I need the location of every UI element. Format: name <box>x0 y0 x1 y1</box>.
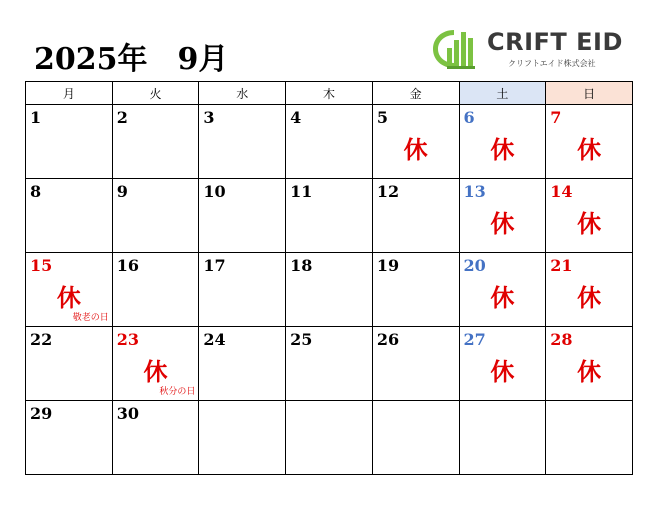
day-number: 2 <box>116 108 128 127</box>
day-cell <box>199 105 286 179</box>
day-number: 5 <box>376 108 388 127</box>
holiday-label: 秋分の日 <box>159 387 196 397</box>
day-cell <box>546 179 633 253</box>
day-cell <box>459 253 546 327</box>
day-cell <box>26 179 113 253</box>
day-number: 9 <box>116 182 128 201</box>
weekday-header: 木 <box>286 82 373 105</box>
logo-company-name: クリフトエイド株式会社 <box>508 59 596 68</box>
holiday-label: 敬老の日 <box>72 313 109 323</box>
week-row <box>26 327 633 401</box>
closed-mark: 休 <box>577 358 602 386</box>
day-number: 16 <box>116 256 139 275</box>
weekday-header-row <box>26 82 633 105</box>
day-cell <box>286 401 373 475</box>
day-cell <box>26 253 113 327</box>
day-number: 17 <box>203 256 226 275</box>
day-number: 7 <box>550 108 562 127</box>
day-number: 21 <box>550 256 573 275</box>
week-row <box>26 253 633 327</box>
building-logo-icon <box>430 26 482 72</box>
day-cell <box>26 401 113 475</box>
logo-wordmark: CRIFT EID <box>487 28 623 56</box>
day-cell <box>459 327 546 401</box>
closed-mark: 休 <box>490 210 515 238</box>
weekday-header: 水 <box>199 82 286 105</box>
day-number: 26 <box>376 330 400 349</box>
day-number: 22 <box>30 330 53 349</box>
day-number: 6 <box>463 108 475 127</box>
closed-mark: 休 <box>490 284 515 312</box>
day-number: 23 <box>116 330 139 349</box>
day-cell <box>372 253 459 327</box>
day-cell <box>112 179 199 253</box>
closed-mark: 休 <box>577 284 602 312</box>
day-number: 25 <box>290 330 313 349</box>
day-cell <box>546 327 633 401</box>
day-cell <box>372 179 459 253</box>
closed-mark: 休 <box>490 358 515 386</box>
day-cell <box>372 327 459 401</box>
day-number: 18 <box>290 256 313 275</box>
day-cell <box>199 401 286 475</box>
day-cell <box>459 401 546 475</box>
day-number: 11 <box>290 182 313 201</box>
day-cell <box>286 253 373 327</box>
calendar-title: 2025年 9月 <box>34 42 229 77</box>
weekday-header-sunday: 日 <box>546 82 633 105</box>
day-number: 12 <box>376 182 400 201</box>
weekday-header: 火 <box>112 82 199 105</box>
day-cell <box>112 253 199 327</box>
day-cell <box>372 401 459 475</box>
weekday-header: 金 <box>372 82 459 105</box>
week-row <box>26 179 633 253</box>
day-cell <box>112 105 199 179</box>
day-cell <box>546 253 633 327</box>
day-number: 3 <box>203 108 215 127</box>
day-number: 24 <box>203 330 226 349</box>
day-number: 4 <box>290 108 302 127</box>
closed-mark: 休 <box>490 136 515 164</box>
day-number: 15 <box>30 256 53 275</box>
closed-mark: 休 <box>577 210 602 238</box>
day-cell <box>112 327 199 401</box>
day-cell <box>286 179 373 253</box>
day-number: 19 <box>376 256 400 275</box>
month-calendar <box>25 81 633 475</box>
company-logo <box>430 26 630 72</box>
day-cell <box>546 401 633 475</box>
day-cell <box>286 105 373 179</box>
week-row <box>26 401 633 475</box>
day-number: 13 <box>463 182 486 201</box>
day-number: 29 <box>30 404 53 423</box>
closed-mark: 休 <box>403 136 428 164</box>
closed-mark: 休 <box>56 284 81 312</box>
day-cell <box>26 327 113 401</box>
closed-mark: 休 <box>143 358 168 386</box>
weekday-header-saturday: 土 <box>459 82 546 105</box>
day-cell <box>459 105 546 179</box>
day-number: 20 <box>463 256 486 275</box>
day-cell <box>286 327 373 401</box>
day-cell <box>112 401 199 475</box>
day-cell <box>546 105 633 179</box>
day-cell <box>459 179 546 253</box>
day-number: 28 <box>550 330 573 349</box>
week-row <box>26 105 633 179</box>
day-cell <box>26 105 113 179</box>
day-cell <box>199 327 286 401</box>
day-cell <box>199 253 286 327</box>
weekday-header: 月 <box>26 82 113 105</box>
day-number: 27 <box>463 330 486 349</box>
day-cell <box>199 179 286 253</box>
day-number: 10 <box>203 182 226 201</box>
day-number: 30 <box>116 404 139 423</box>
day-number: 14 <box>550 182 573 201</box>
day-cell <box>372 105 459 179</box>
day-number: 8 <box>30 182 42 201</box>
closed-mark: 休 <box>577 136 602 164</box>
day-number: 1 <box>30 108 42 127</box>
